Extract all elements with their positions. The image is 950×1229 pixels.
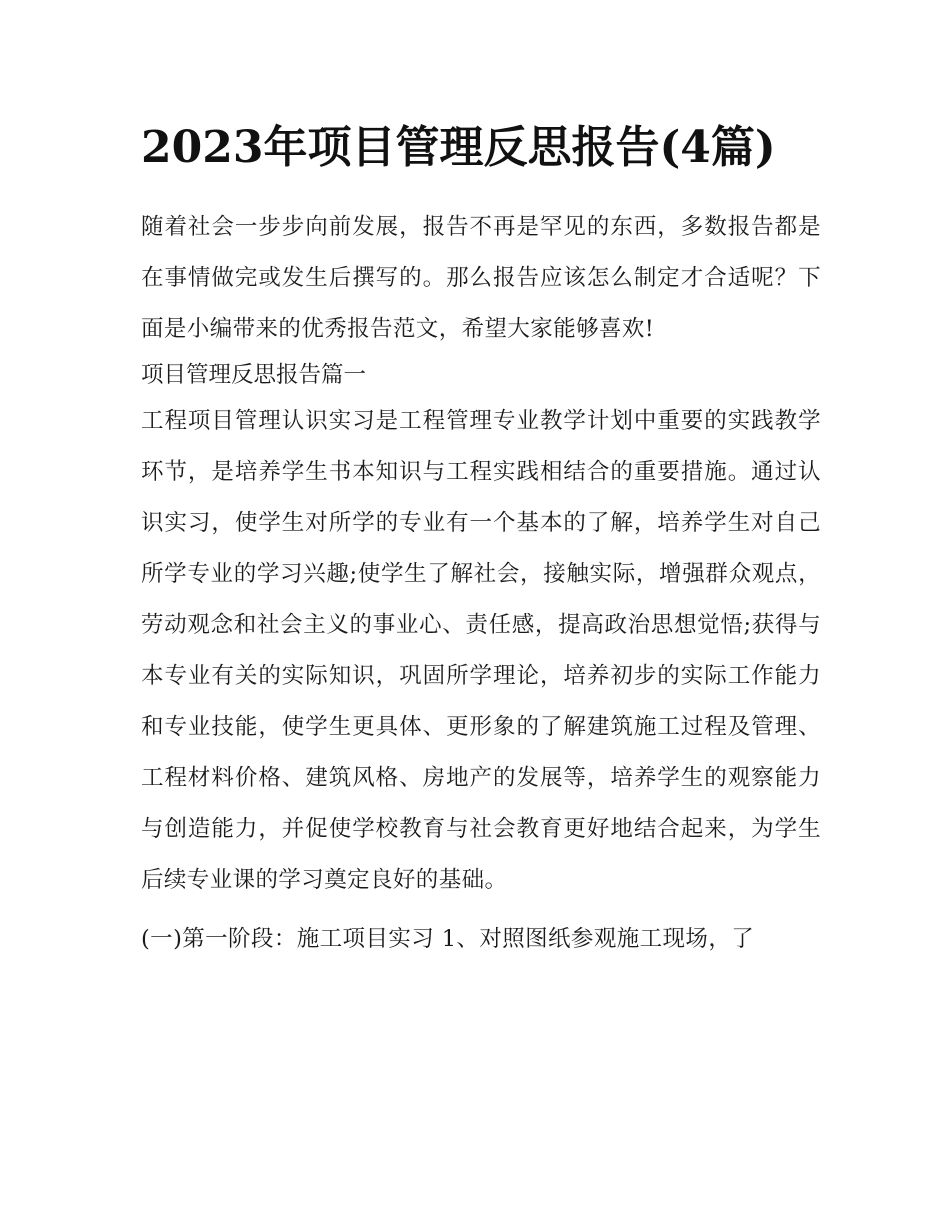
document-page: [141, 112, 821, 965]
intro-paragraph: 随着社会一步步向前发展，报告不再是罕见的东西，多数报告都是在事情做完或发生后撰写的。那么报告应该怎么制定才合适呢？下面是小编带来的优秀报告范文，希望大家能够喜欢!: [141, 214, 821, 342]
body-paragraph: 工程项目管理认识实习是工程管理专业教学计划中重要的实践教学环节，是培养学生书本知识与工程实践相结合的重要措施。通过认识实习，使学生对所学的专业有一个基本的了解，培养学生对自己所学专业的学习兴趣;使学生了解社会，接触实际，增强群众观点，劳动观念和社会主义的事业心、责任感，提高政治思想觉悟;获得与本专业有关的实际知识，巩固所学理论，培养初步的实际工作能力和专业技能，使学生更具体、更形象的了解建筑施工过程及管理、工程材料价格、建筑风格、房地产的发展等，培养学生的观察能力与创造能力，并促使学校教育与社会教育更好地结合起来，为学生后续专业课的学习奠定良好的基础。: [141, 408, 821, 893]
document-title: 2023年项目管理反思报告(4篇): [141, 122, 776, 173]
section-heading: 项目管理反思报告篇一: [141, 362, 367, 388]
stage-line: (一)第一阶段：施工项目实习 1、对照图纸参观施工现场，了: [141, 926, 755, 952]
